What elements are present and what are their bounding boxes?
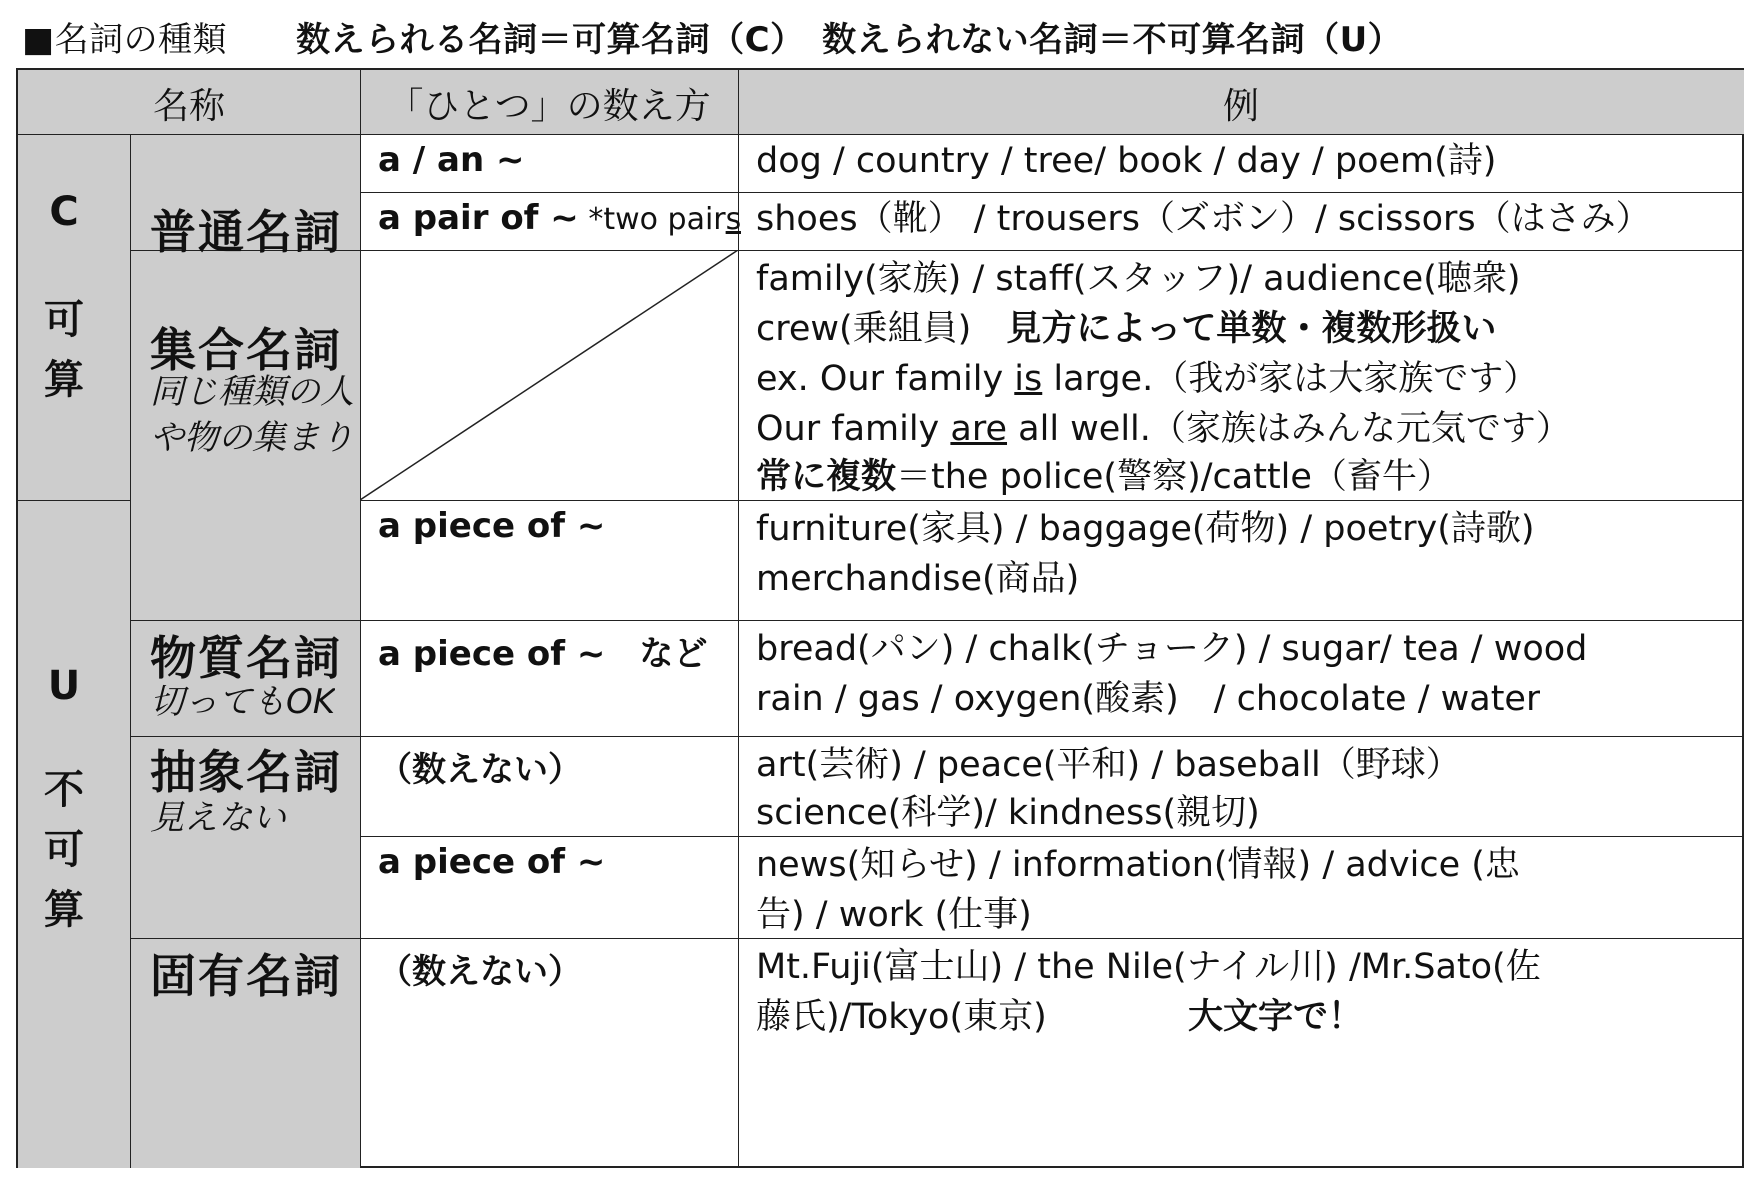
proper-example-2: 藤氏)/Tokyo(東京) (756, 997, 1047, 1037)
abstract-example-a2: science(科学)/ kindness(親切) (756, 793, 1260, 833)
noun-types-table (16, 68, 1744, 1168)
collective-example-5-text: ＝the police(警察)/cattle（畜牛） (896, 457, 1452, 497)
category-c-label-1: 可 (44, 297, 84, 343)
material-example-2: rain / gas / oxygen(酸素) / chocolate / water (756, 679, 1541, 719)
divider (130, 134, 131, 1168)
divider (360, 70, 361, 1168)
title-uncountable: 数えられない名詞＝不可算名詞（U） (822, 20, 1403, 60)
material-noun-label: 物質名詞 (150, 631, 342, 685)
collective-example-4-post: all well.（家族はみんな元気です） (1007, 409, 1571, 449)
material-sub: 切ってもOK (150, 682, 336, 722)
collective-example-3-post: large.（我が家は大家族です） (1042, 359, 1539, 399)
collective-sub-2: や物の集まり (150, 418, 354, 458)
page-title (22, 12, 1402, 61)
diagonal-slash (360, 250, 738, 500)
category-u-label-1: 不 (44, 767, 84, 813)
abstract-sub: 見えない (150, 798, 286, 838)
category-c-label-2: 算 (44, 357, 84, 403)
material-count-extra: など (639, 634, 708, 674)
collective-example-2-text: crew(乗組員) (756, 309, 972, 349)
collective-noun-label: 集合名詞 (150, 323, 342, 377)
common-count-b-note: *two pair (578, 202, 726, 237)
abstract-example-b1: news(知らせ) / information(情報) / advice (忠 (756, 845, 1520, 885)
collective-example-2-note: 見方によって単数・複数形扱い (1006, 309, 1497, 349)
title-countable: 数えられる名詞＝可算名詞（C） (296, 20, 788, 60)
header-name: 名称 (152, 86, 225, 127)
collective-example-3-verb: is (1014, 359, 1043, 399)
collective-example-2 (756, 302, 1496, 357)
header-how-to-count: 「ひとつ」の数え方 (387, 86, 711, 127)
proper-example-1: Mt.Fuji(富士山) / the Nile(ナイル川) /Mr.Sato(佐 (756, 947, 1541, 987)
header-examples: 例 (1222, 86, 1259, 127)
collective-u-count: a piece of ~ (378, 506, 606, 546)
abstract-noun-label: 抽象名詞 (150, 745, 342, 799)
proper-noun-label: 固有名詞 (150, 949, 342, 1003)
category-u-letter: U (47, 663, 81, 709)
material-example-1: bread(パン) / chalk(チョーク) / sugar/ tea / wood (756, 629, 1588, 669)
divider (18, 500, 130, 501)
abstract-example-a1: art(芸術) / peace(平和) / baseball（野球） (756, 745, 1461, 785)
proper-example-2-note (1188, 990, 1363, 1045)
collective-sub-1: 同じ種類の人 (150, 372, 354, 412)
abstract-example-b2: 告) / work (仕事) (756, 895, 1032, 935)
collective-example-1: family(家族) / staff(スタッフ)/ audience(聴衆) (756, 259, 1521, 299)
collective-u-example-2: merchandise(商品) (756, 559, 1080, 599)
collective-u-example-1: furniture(家具) / baggage(荷物) / poetry(詩歌) (756, 509, 1535, 549)
collective-example-5-note: 常に複数 (756, 457, 897, 497)
common-count-a: a / an ~ (378, 140, 525, 180)
collective-example-3-pre: ex. Our family (756, 359, 1015, 399)
divider (130, 620, 1744, 621)
common-examples-a: dog / country / tree/ book / day / poem(詩) (756, 141, 1497, 181)
category-u-label-3: 算 (44, 887, 84, 933)
title-lead: ■名詞の種類 (22, 20, 228, 60)
collective-example-3 (756, 352, 1538, 407)
divider (130, 736, 1744, 737)
common-count-b-note-s: s (725, 202, 742, 237)
material-count (378, 626, 707, 675)
proper-note-bold: 大文字で！ (1188, 997, 1364, 1037)
collective-example-4-verb: are (950, 409, 1008, 449)
material-count-label: a piece of ~ (378, 634, 606, 674)
proper-count: （数えない） (378, 952, 582, 992)
category-c-letter: C (49, 189, 79, 235)
collective-example-4-pre: Our family (756, 409, 951, 449)
abstract-count-a: （数えない） (378, 750, 582, 790)
category-u-label-2: 可 (44, 827, 84, 873)
common-count-b (378, 198, 741, 238)
common-examples-b: shoes（靴） / trousers（ズボン）/ scissors（はさみ） (756, 199, 1651, 239)
common-count-b-label: a pair of ~ (378, 198, 579, 238)
collective-example-4 (756, 402, 1571, 457)
collective-example-5 (756, 450, 1452, 505)
common-noun-label: 普通名詞 (150, 205, 342, 259)
abstract-count-b: a piece of ~ (378, 842, 606, 882)
